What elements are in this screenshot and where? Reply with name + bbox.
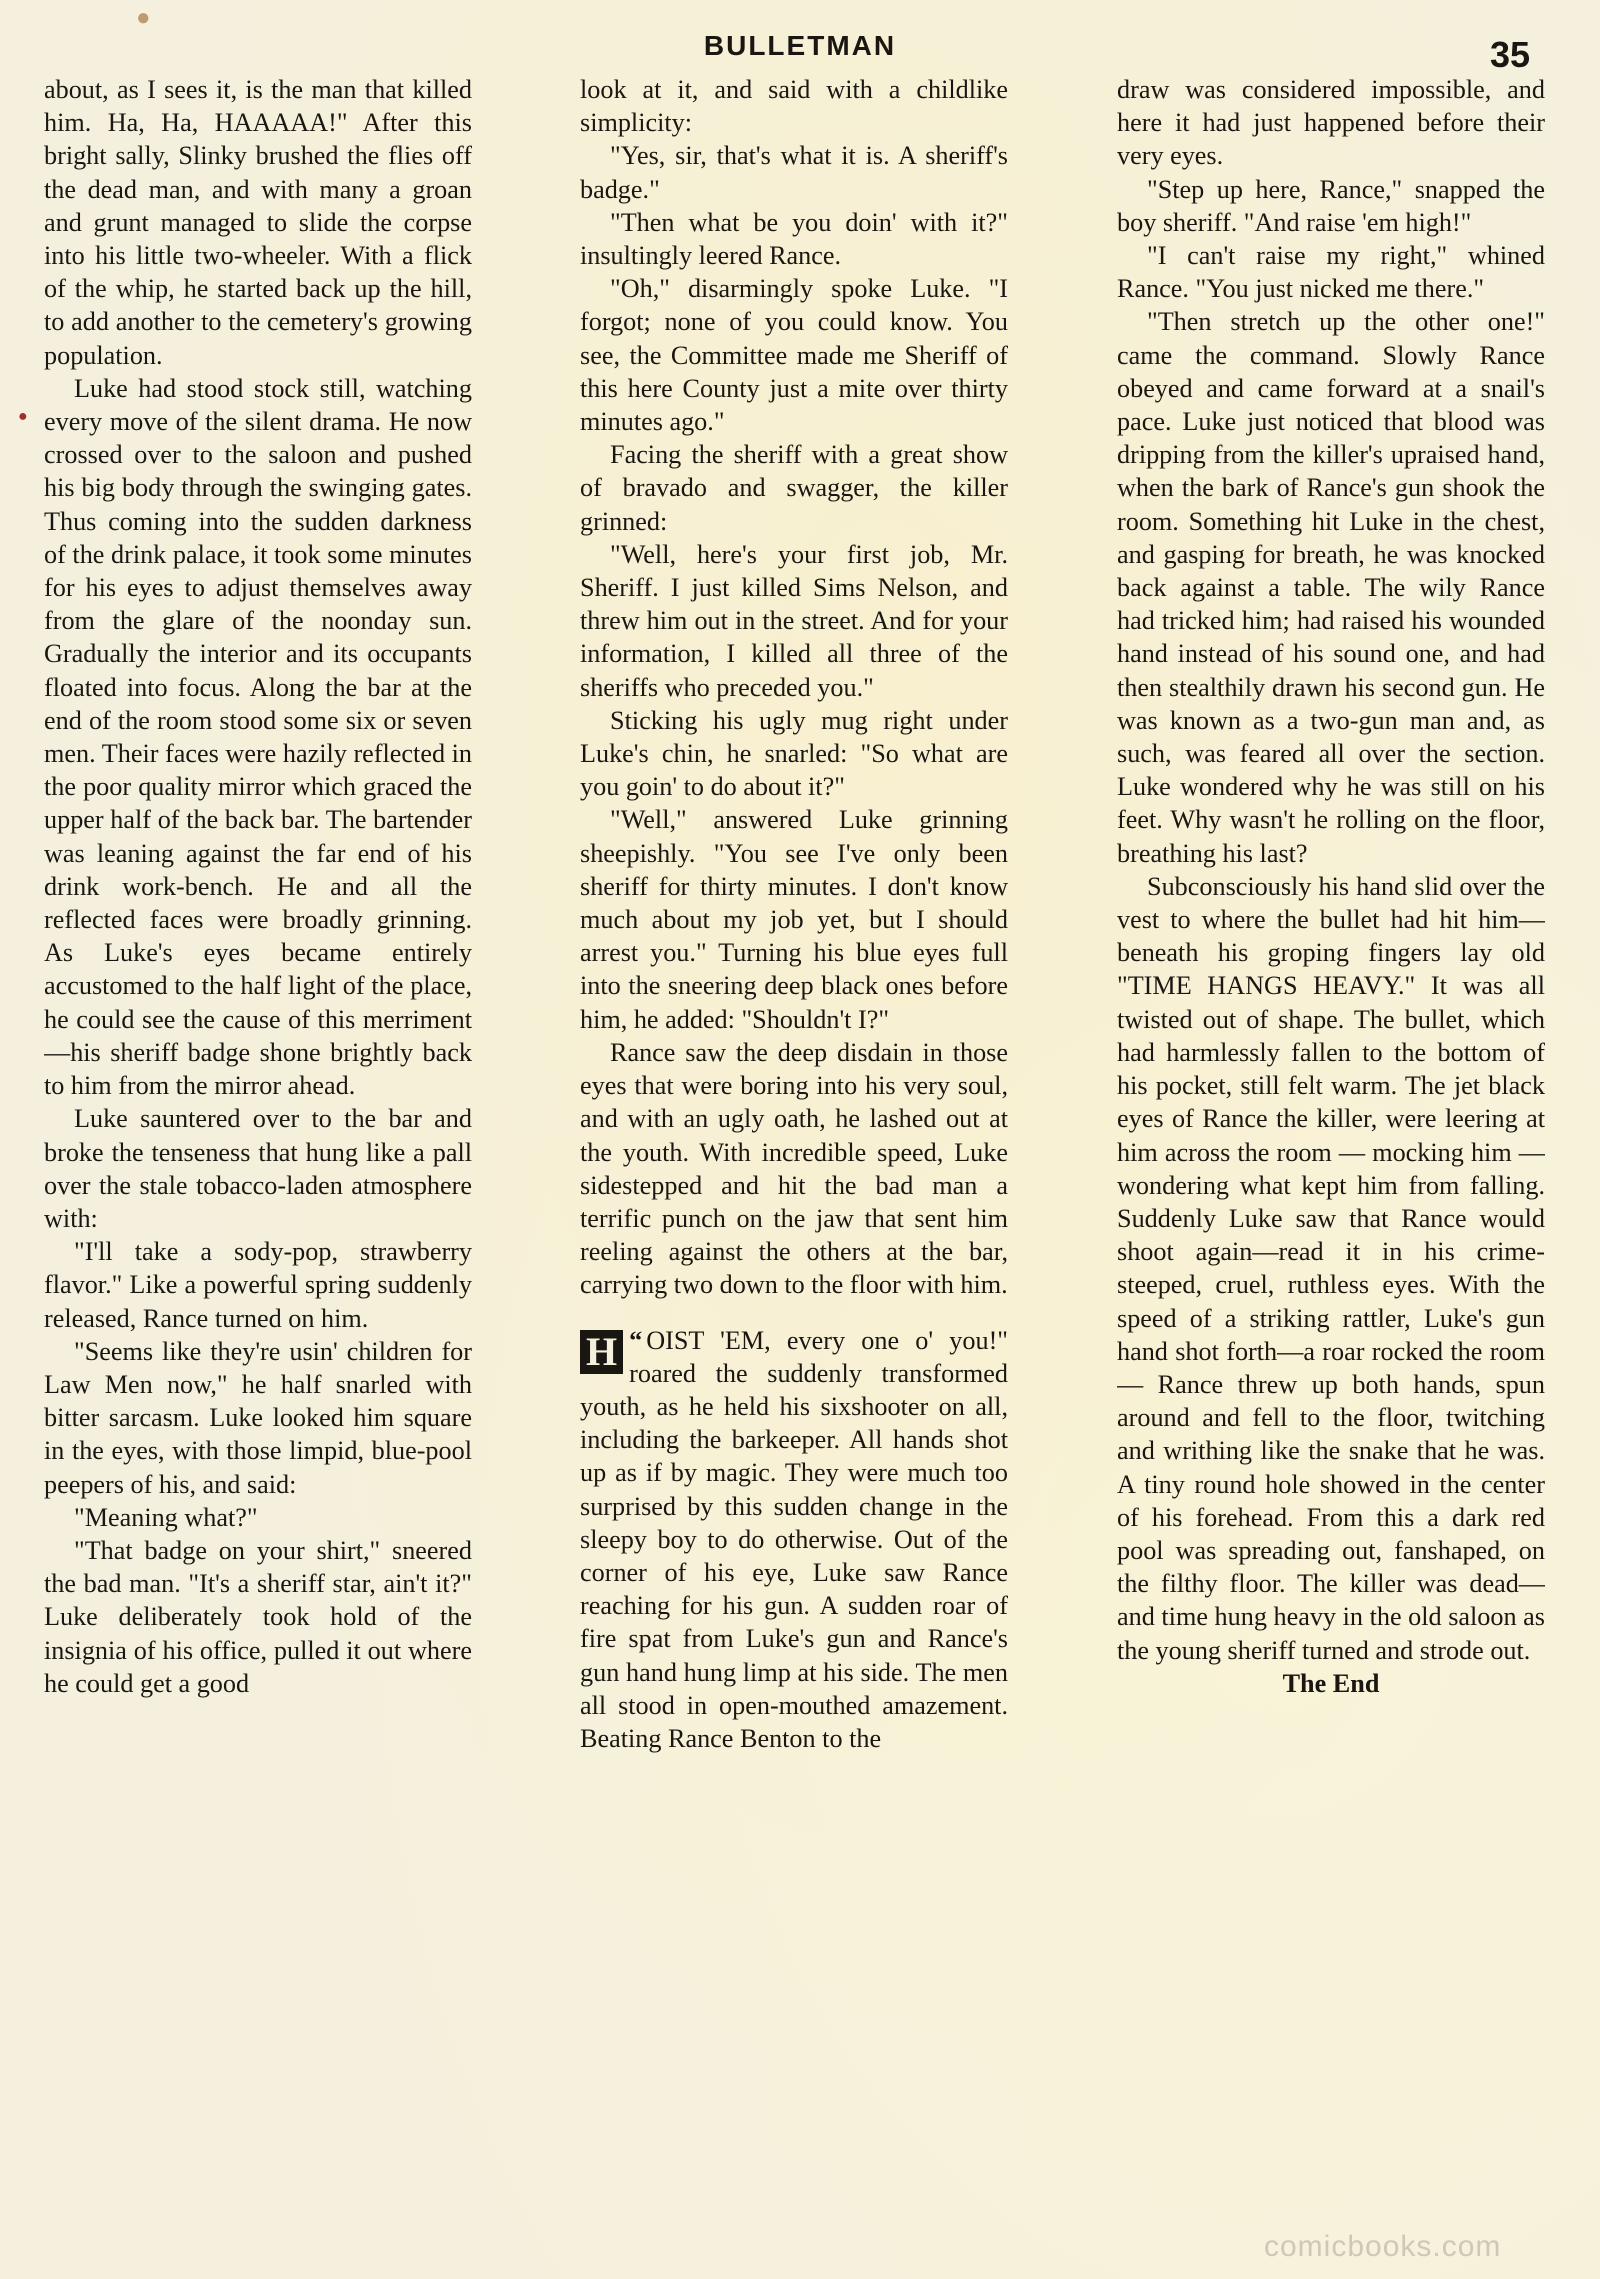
paragraph: Sticking his ugly mug right under Luke's chin, he snarled: "So what are you goin' to do about it?" [580, 705, 1008, 802]
paragraph: "Meaning what?" [74, 1502, 258, 1532]
paragraph: Luke had stood stock still, watching every move of the silent drama. He now crossed over to the saloon and pushed his big body through the swinging gates. Thus coming into the sudden darkness of the drink palace, it took some minutes for his eyes to adjust themselves away from the glare of the noonday sun. Gradually the interior and its occupants floated into focus. Along the bar at the end of the room stood some six or seven men. Their faces were hazily reflected in the poor quality mirror which graced the upper half of the back bar. The bartender was leaning against the far end of his drink work-bench. He and all the reflected faces were broadly grinning. As Luke's eyes became entirely accustomed to the half light of the place, he could see the cause of this merriment—his sheriff badge shone brightly back to him from the mirror ahead. [44, 373, 472, 1101]
paragraph: "Well," answered Luke grinning sheepishly. "You see I've only been sheriff for thirty minutes. I don't know much about my job yet, but I should arrest you." Turning his blue eyes full into the sneering deep black ones before him, he added: "Shouldn't I?" [580, 805, 1008, 1034]
paragraph: Luke sauntered over to the bar and broke the tenseness that hung like a pall over the stale tobacco-laden atmosphere with: [44, 1104, 472, 1233]
paragraph: "I'll take a sody-pop, strawberry flavor." Like a powerful spring suddenly released, Rance turned on him. [44, 1237, 472, 1333]
text-column-3 [1117, 73, 1545, 2193]
paragraph-text: OIST 'EM, every one o' you!" roared the suddenly transformed youth, as he held his sixshooter on all, including the barkeeper. All hands shot up as if by magic. They were much too surprised by this sudden change in the sleepy boy to do otherwise. Out of the corner of his eye, Luke saw Rance reaching for his gun. A sudden roar of fire spat from Luke's gun and Rance's gun hand hung limp at his side. The men all stood in open-mouthed amazement. Beating Rance Benton to the [580, 1325, 1008, 1753]
margin-dot-mark: ● [18, 408, 28, 425]
source-watermark: comicbooks.com [1264, 2230, 1502, 2263]
paragraph: "Then stretch up the other one!" came the command. Slowly Rance obeyed and came forward at a snail's pace. Luke just noticed that blood was dripping from the killer's upraised hand, when the bark of Rance's gun shook the room. Something hit Luke in the chest, and gasping for breath, he was knocked back against a table. The wily Rance had tricked him; had raised his wounded hand instead of his sound one, and had then stealthily drawn his second gun. He was known as a two-gun man and, as such, was feared all over the section. Luke wondered why he was still on his feet. Why wasn't he rolling on the floor, breathing his last? [1117, 307, 1545, 868]
paragraph: "Oh," disarmingly spoke Luke. "I forgot; none of you could know. You see, the Committee made me Sheriff of this here County just a mite over thirty minutes ago." [580, 274, 1008, 437]
the-end-label: The End [1282, 1668, 1380, 1698]
paragraph: "Well, here's your first job, Mr. Sheriff. I just killed Sims Nelson, and threw him out in the street. And for your information, I killed all three of the sheriffs who preceded you." [580, 539, 1008, 702]
paragraph: "That badge on your shirt," sneered the bad man. "It's a sheriff star, ain't it?" Luke deliberately took hold of the insignia of his office, pulled it out where he could get a good [44, 1535, 472, 1698]
paragraph: "Step up here, Rance," snapped the boy sheriff. "And raise 'em high!" [1117, 174, 1545, 237]
paragraph: about, as I sees it, is the man that killed him. Ha, Ha, HAAAAA!" After this bright sally, Slinky brushed the flies off the dead man, and with many a groan and grunt managed to slide the corpse into his little two-wheeler. With a flick of the whip, he started back up the hill, to add another to the cemetery's growing population. [44, 75, 472, 370]
paragraph: "Then what be you doin' with it?" insultingly leered Rance. [580, 207, 1008, 271]
paragraph: Subconsciously his hand slid over the vest to where the bullet had hit him—beneath his groping fingers lay old "TIME HANGS HEAVY." It was all twisted out of shape. The bullet, which had harmlessly fallen to the bottom of his pocket, still felt warm. The jet black eyes of Rance the killer, were leering at him across the room — mocking him — wondering what kept him from falling. Suddenly Luke saw that Rance would shoot again—read it in his crime-steeped, cruel, ruthless eyes. With the speed of a striking rattler, Luke's gun hand shot forth—a roar rocked the room — Rance threw up both hands, spun around and fell to the floor, twitching and writhing like the snake that he was. A tiny round hole showed in the center of his forehead. From this a dark red pool was spreading out, fanshaped, on the filthy floor. The killer was dead—and time hung heavy in the old saloon as the young sheriff turned and strode out. [1117, 871, 1545, 1665]
paragraph: look at it, and said with a childlike simplicity: [580, 75, 1008, 138]
paragraph: "Seems like they're usin' children for Law Men now," he half snarled with bitter sarcasm. Luke looked him square in the eyes, with those limpid, blue-pool peepers of his, and said: [44, 1336, 472, 1499]
ink-blot-mark: ● [136, 4, 151, 31]
paragraph: "I can't raise my right," whined Rance. "You just nicked me there." [1117, 241, 1545, 304]
drop-cap-quote: “ [629, 1325, 643, 1355]
running-header: BULLETMAN [703, 30, 897, 61]
paragraph: Rance saw the deep disdain in those eyes that were boring into his very soul, and with an ugly oath, he lashed out at the youth. With incredible speed, Luke sidestepped and hit the bad man a terrific punch on the jaw that sent him reeling against the others at the bar, carrying two down to the floor with him. [580, 1037, 1008, 1300]
drop-cap-letter: H [580, 1330, 623, 1374]
paragraph: Facing the sheriff with a great show of bravado and swagger, the killer grinned: [580, 440, 1008, 536]
page-number: 35 [1490, 34, 1531, 75]
paragraph: draw was considered impossible, and here it had just happened before their very eyes. [1117, 75, 1545, 171]
text-column-2 [580, 73, 1008, 2193]
drop-cap-paragraph [580, 1324, 1008, 1756]
paragraph: "Yes, sir, that's what it is. A sheriff's badge." [580, 141, 1008, 204]
text-column-1 [44, 73, 472, 2193]
